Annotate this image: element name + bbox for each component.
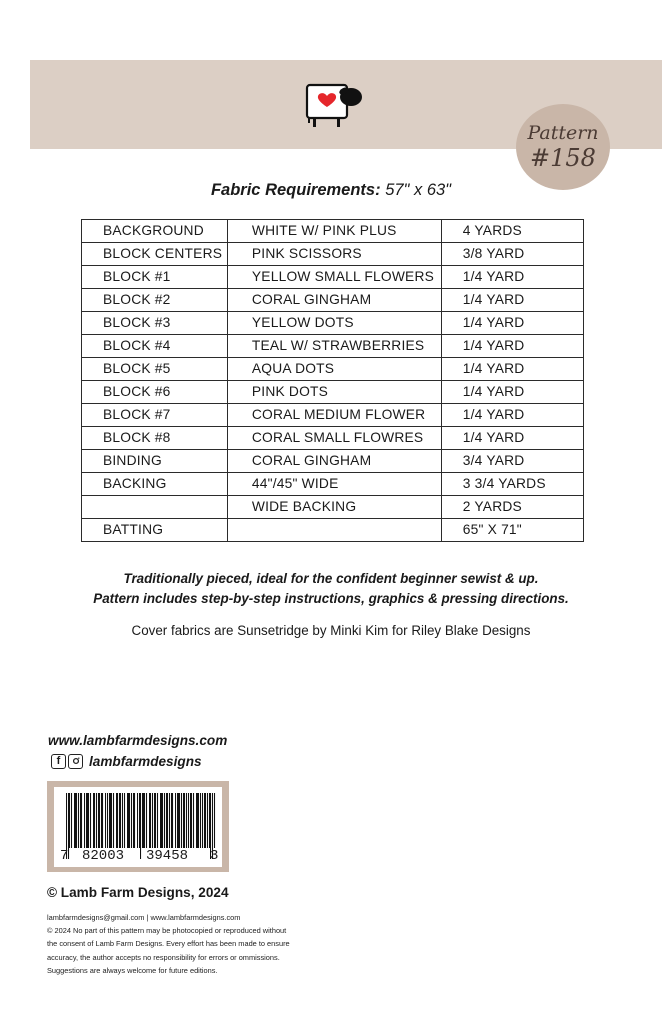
block-cell: BLOCK #4 <box>82 335 228 358</box>
barcode-bar <box>119 793 120 848</box>
fabric-requirements-title <box>0 181 662 200</box>
barcode-bar <box>74 793 75 848</box>
fabric-cell: CORAL GINGHAM <box>227 450 441 473</box>
barcode-bar <box>144 793 145 848</box>
barcode-bar <box>207 793 208 848</box>
yardage-cell: 1/4 YARD <box>441 404 583 427</box>
table-row <box>82 335 584 358</box>
barcode-bar <box>99 793 100 848</box>
fine-print-line: © 2024 No part of this pattern may be photocopied or reproduced without <box>47 926 287 936</box>
barcode-bar <box>71 793 72 848</box>
block-cell: BLOCK #6 <box>82 381 228 404</box>
barcode-bar <box>96 793 97 848</box>
barcode-bar <box>111 793 112 848</box>
block-cell: BACKGROUND <box>82 220 228 243</box>
barcode-bar <box>161 793 162 848</box>
barcode-bar <box>110 793 111 848</box>
yardage-cell: 2 YARDS <box>441 496 583 519</box>
pattern-description <box>0 569 662 609</box>
fabric-cell <box>227 519 441 542</box>
barcode-bar <box>88 793 89 848</box>
yardage-cell: 1/4 YARD <box>441 266 583 289</box>
facebook-icon[interactable]: f <box>51 754 66 769</box>
barcode-bar <box>93 793 94 848</box>
barcode-bars <box>54 787 222 867</box>
block-cell: BLOCK #1 <box>82 266 228 289</box>
fabric-cell: AQUA DOTS <box>227 358 441 381</box>
description-line-2: Pattern includes step-by-step instructions, graphics & pressing directions. <box>93 591 569 606</box>
barcode-frame <box>47 781 229 872</box>
yardage-cell: 1/4 YARD <box>441 289 583 312</box>
barcode-bar <box>162 793 163 848</box>
barcode <box>54 787 222 867</box>
badge-label: Pattern <box>527 122 599 144</box>
yardage-cell: 3/8 YARD <box>441 243 583 266</box>
block-cell: BLOCK #7 <box>82 404 228 427</box>
fabric-cell: CORAL MEDIUM FLOWER <box>227 404 441 427</box>
barcode-bar <box>196 793 197 848</box>
yardage-cell: 1/4 YARD <box>441 427 583 450</box>
barcode-bar <box>193 793 194 848</box>
fabric-cell: TEAL W/ STRAWBERRIES <box>227 335 441 358</box>
block-cell: BINDING <box>82 450 228 473</box>
copyright: © Lamb Farm Designs, 2024 <box>47 885 229 900</box>
barcode-bar <box>179 793 180 848</box>
barcode-bar <box>197 793 198 848</box>
barcode-bar <box>137 793 138 848</box>
barcode-bar <box>150 793 151 848</box>
barcode-bar <box>131 793 132 848</box>
barcode-bar <box>87 793 88 848</box>
fabric-cell: WHITE W/ PINK PLUS <box>227 220 441 243</box>
barcode-bar <box>69 793 70 848</box>
barcode-bar <box>205 793 206 848</box>
fabric-cell: YELLOW DOTS <box>227 312 441 335</box>
pattern-number-badge <box>516 104 610 190</box>
barcode-bar <box>81 793 82 848</box>
barcode-bar <box>183 793 184 848</box>
barcode-bar <box>101 793 102 848</box>
table-row <box>82 427 584 450</box>
barcode-bar <box>102 793 103 848</box>
barcode-bar <box>154 793 155 848</box>
fabric-cell: YELLOW SMALL FLOWERS <box>227 266 441 289</box>
barcode-bar <box>172 793 173 848</box>
block-cell: BACKING <box>82 473 228 496</box>
barcode-bar <box>171 793 172 848</box>
yardage-cell: 3 3/4 YARDS <box>441 473 583 496</box>
barcode-bar <box>142 793 143 848</box>
barcode-bar <box>127 793 128 848</box>
barcode-bar <box>86 793 87 848</box>
barcode-bar <box>80 793 81 848</box>
title-size: 57" x 63" <box>385 181 452 199</box>
barcode-bar <box>149 793 150 848</box>
fabric-cell: CORAL SMALL FLOWRES <box>227 427 441 450</box>
barcode-bar <box>186 793 187 848</box>
block-cell <box>82 496 228 519</box>
table-row <box>82 312 584 335</box>
barcode-bar <box>113 793 114 848</box>
barcode-bar <box>178 793 179 848</box>
barcode-bar <box>129 793 130 848</box>
title-label: Fabric Requirements: <box>210 181 381 199</box>
badge-number: #158 <box>530 144 596 172</box>
barcode-digit-last: 3 <box>210 848 219 864</box>
fabric-cell: PINK DOTS <box>227 381 441 404</box>
description-line-1: Traditionally pieced, ideal for the confident beginner sewist & up. <box>123 571 539 586</box>
barcode-bar <box>128 793 129 848</box>
block-cell: BATTING <box>82 519 228 542</box>
barcode-bar <box>204 793 205 848</box>
barcode-bar <box>105 793 106 848</box>
barcode-bar <box>209 793 210 848</box>
fabric-cell: PINK SCISSORS <box>227 243 441 266</box>
yardage-cell: 1/4 YARD <box>441 335 583 358</box>
fine-print <box>47 911 347 977</box>
barcode-bar <box>191 793 192 848</box>
yardage-cell: 65" X 71" <box>441 519 583 542</box>
barcode-bar <box>190 793 191 848</box>
barcode-bar <box>188 793 189 848</box>
yardage-cell: 1/4 YARD <box>441 312 583 335</box>
barcode-bar <box>200 793 201 848</box>
table-row <box>82 473 584 496</box>
barcode-bar <box>175 793 176 848</box>
block-cell: BLOCK #5 <box>82 358 228 381</box>
barcode-bar <box>146 793 147 848</box>
fine-print-line: Suggestions are always welcome for future editions. <box>47 965 218 975</box>
barcode-bar <box>164 793 165 848</box>
fabric-requirements-table <box>81 219 584 542</box>
barcode-bar <box>160 793 161 848</box>
table-row <box>82 358 584 381</box>
barcode-bar <box>214 793 215 848</box>
barcode-bar <box>140 793 141 859</box>
yardage-cell: 4 YARDS <box>441 220 583 243</box>
barcode-bar <box>76 793 77 848</box>
barcode-bar <box>157 793 158 848</box>
table-row <box>82 266 584 289</box>
yardage-cell: 1/4 YARD <box>441 358 583 381</box>
barcode-bar <box>143 793 144 848</box>
table-row <box>82 496 584 519</box>
table-row <box>82 450 584 473</box>
barcode-bar <box>169 793 170 848</box>
barcode-bar <box>117 793 118 848</box>
sheep-logo-icon <box>300 80 366 130</box>
barcode-bar <box>166 793 167 848</box>
yardage-cell: 1/4 YARD <box>441 381 583 404</box>
instagram-icon[interactable] <box>68 754 83 769</box>
barcode-bar <box>75 793 76 848</box>
barcode-bar <box>122 793 123 848</box>
barcode-bar <box>181 793 182 848</box>
table-row <box>82 519 584 542</box>
table-row <box>82 404 584 427</box>
block-cell: BLOCK #2 <box>82 289 228 312</box>
barcode-bar <box>116 793 117 848</box>
fine-print-line: the consent of Lamb Farm Designs. Every effort has been made to ensure <box>47 939 290 949</box>
fabric-cell: WIDE BACKING <box>227 496 441 519</box>
social-row <box>51 752 202 770</box>
yardage-cell: 3/4 YARD <box>441 450 583 473</box>
barcode-digits-left: 82003 <box>82 848 125 864</box>
website-link[interactable]: www.lambfarmdesigns.com <box>48 733 228 748</box>
barcode-bar <box>152 793 153 848</box>
fabric-cell: 44"/45" WIDE <box>227 473 441 496</box>
barcode-bar <box>134 793 135 848</box>
fabric-credit: Cover fabrics are Sunsetridge by Minki Kim for Riley Blake Designs <box>131 623 531 638</box>
barcode-bar <box>109 793 110 848</box>
block-cell: BLOCK #8 <box>82 427 228 450</box>
barcode-bar <box>84 793 85 848</box>
fabric-cell: CORAL GINGHAM <box>227 289 441 312</box>
barcode-bar <box>78 793 79 848</box>
table-row <box>82 220 584 243</box>
barcode-bar <box>155 793 156 848</box>
table-row <box>82 289 584 312</box>
block-cell: BLOCK CENTERS <box>82 243 228 266</box>
barcode-bar <box>202 793 203 848</box>
table-row <box>82 243 584 266</box>
barcode-bar <box>107 793 108 848</box>
barcode-digit-first: 7 <box>60 848 69 864</box>
barcode-bar <box>90 793 91 848</box>
fine-print-line: lambfarmdesigns@gmail.com | www.lambfarmdesigns.com <box>47 913 241 922</box>
barcode-bar <box>133 793 134 848</box>
block-cell: BLOCK #3 <box>82 312 228 335</box>
barcode-bar <box>94 793 95 848</box>
fine-print-line: accuracy, the author accepts no responsibility for errors or ommissions. <box>47 952 280 962</box>
barcode-bar <box>98 793 99 848</box>
barcode-digits-right: 39458 <box>146 848 189 864</box>
barcode-bar <box>184 793 185 848</box>
barcode-bar <box>198 793 199 848</box>
barcode-bar <box>124 793 125 848</box>
barcode-bar <box>177 793 178 848</box>
social-handle[interactable]: lambfarmdesigns <box>89 753 202 769</box>
barcode-bar <box>167 793 168 848</box>
table-row <box>82 381 584 404</box>
barcode-bar <box>139 793 140 848</box>
barcode-bar <box>120 793 121 848</box>
